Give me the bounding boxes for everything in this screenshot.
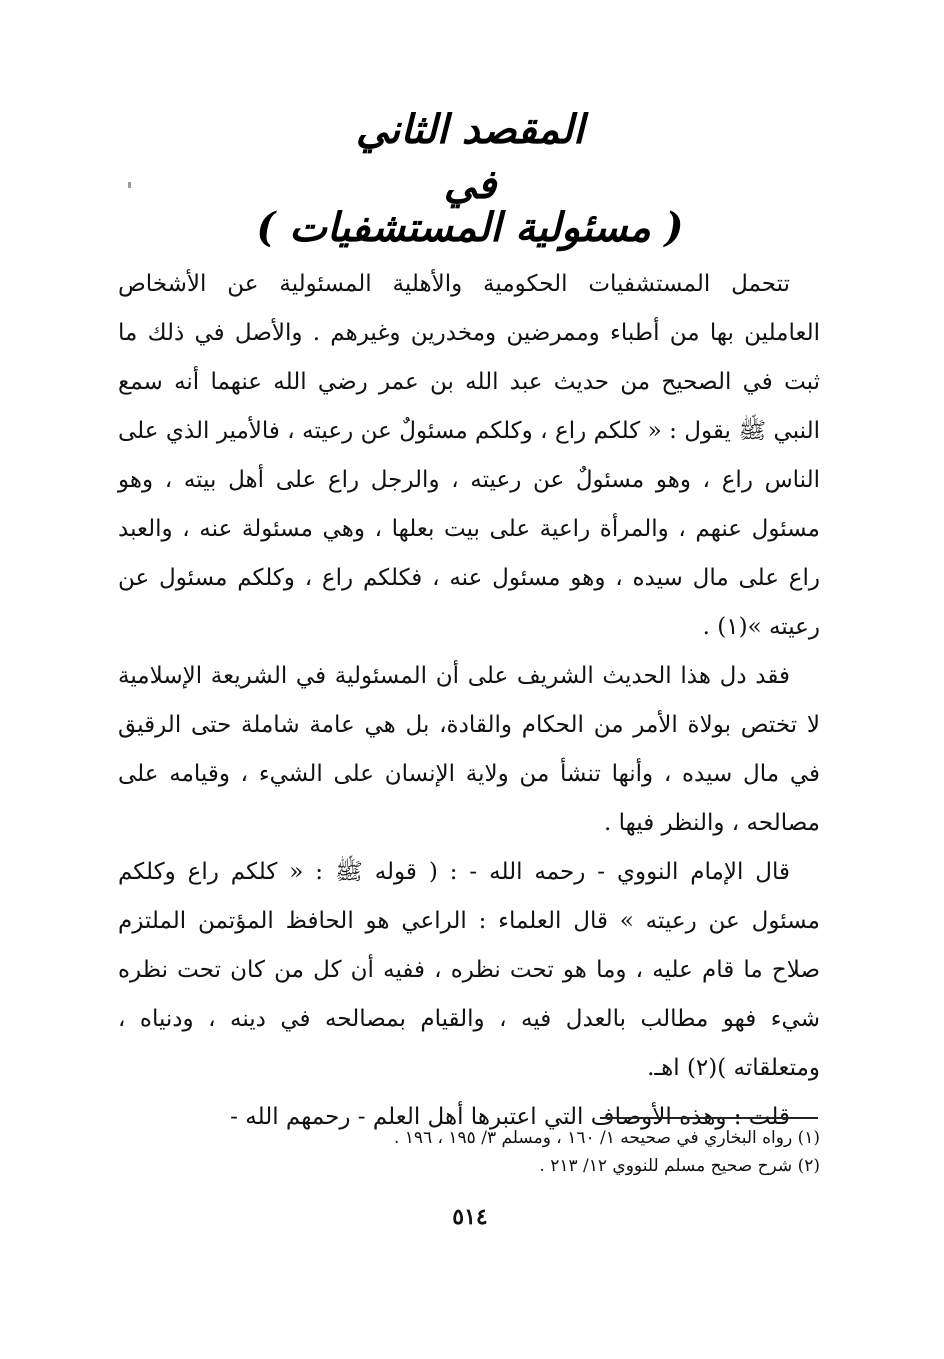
footnote-1: (١) رواه البخاري في صحيحه ١/ ١٦٠ ، ومسلم ٣/ ١٩٥ ، ١٩٦ . bbox=[393, 1128, 820, 1148]
paragraph-hadith: تتحمل المستشفيات الحكومية والأهلية المسئولية عن الأشخاص العاملين بها من أطباء وممرضين ومخدرين وغيرهم . والأصل في ذلك ما ثبت في الصحيح من حديث عبد الله بن عمر رضي الله عنهما أنه سمع النبي ﷺ يقول : « كلكم راع ، وكلكم مسئولٌ عن رعيته ، فالأمير الذي على الناس راع ، وهو مسئولٌ عن رعيته ، والرجل راع على أهل بيته ، وهو مسئول عنهم ، والمرأة راعية على بيت بعلها ، وهي مسئولة عنه ، والعبد راع على مال سيده ، وهو مسئول عنه ، فكلكم راع ، وكلكم مسئول عن رعيته »(١) . bbox=[118, 271, 820, 640]
section-title-connector: في bbox=[443, 161, 497, 208]
section-title: المقصد الثاني bbox=[355, 106, 585, 153]
section-subtitle: ( مسئولية المستشفيات ) bbox=[256, 204, 684, 251]
paragraph-continuation: قلت : وهذه الأوصاف التي اعتبرها أهل العلم - رحمهم الله - bbox=[230, 1104, 790, 1130]
body-text bbox=[118, 260, 820, 1142]
paragraph-explanation: فقد دل هذا الحديث الشريف على أن المسئولية في الشريعة الإسلامية لا تختص بولاة الأمر من الحكام والقادة، بل هي عامة شاملة حتى الرقيق في مال سيده ، وأنها تنشأ من ولاية الإنسان على الشيء ، وقيامه على مصالحه ، والنظر فيها . bbox=[118, 663, 820, 836]
footnote-2: (٢) شرح صحيح مسلم للنووي ١٢/ ٢١٣ . bbox=[539, 1156, 820, 1176]
page-number: ٥١٤ bbox=[452, 1204, 488, 1230]
footnote-divider bbox=[600, 1117, 818, 1119]
paragraph-nawawi-quote: قال الإمام النووي - رحمه الله - : ( قوله ﷺ : « كلكم راع وكلكم مسئول عن رعيته » قال العلماء : الراعي هو الحافظ المؤتمن الملتزم صلاح ما قام عليه ، وما هو تحت نظره ، ففيه أن كل من كان تحت نظره شيء فهو مطالب بالعدل فيه ، والقيام بمصالحه في دينه ، ودنياه ، ومتعلقاته )(٢) اهـ. bbox=[118, 859, 820, 1081]
footnotes bbox=[200, 1124, 820, 1180]
